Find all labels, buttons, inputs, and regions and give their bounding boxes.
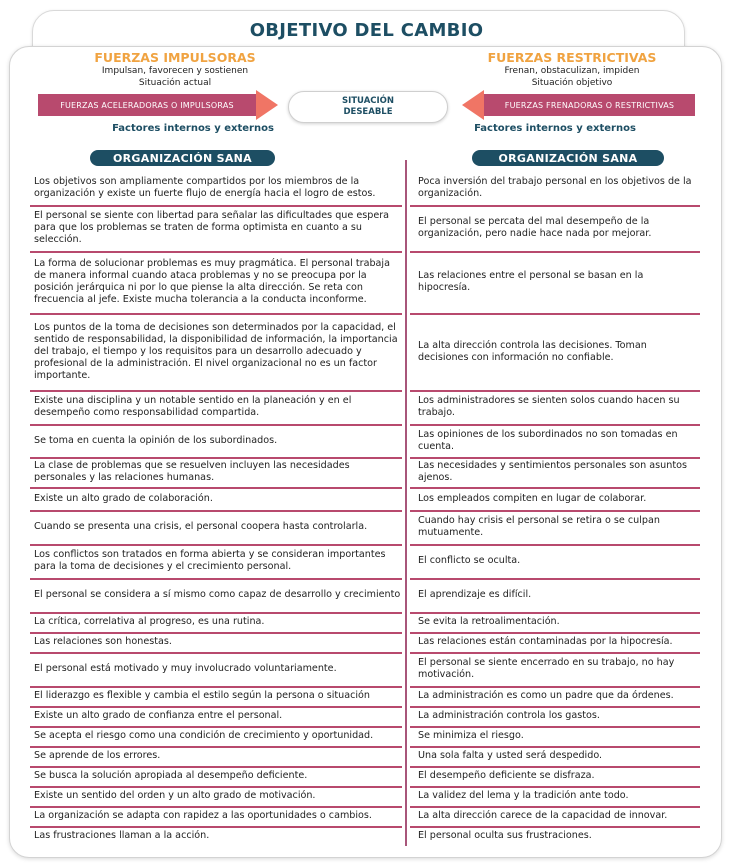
table-row-left: La clase de problemas que se resuelven incluyen las necesidades personales y las relaciones humanas. — [34, 460, 350, 483]
table-row-left: Cuando se presenta una crisis, el personal coopera hasta controlarla. — [34, 521, 368, 532]
table-row-left: Existe un alto grado de colaboración. — [34, 492, 213, 504]
table-row-left: Se acepta el riesgo como una condición de crecimiento y oportunidad. — [34, 730, 374, 741]
table-row-left: Los conflictos son tratados en forma abierta y se consideran importantes para la toma de decisiones y el crecimiento personal. — [34, 549, 386, 572]
table-row-left: Se aprende de los errores. — [34, 750, 161, 761]
table-row-left: Las frustraciones llaman a la acción. — [34, 830, 210, 841]
table-row-right: El personal oculta sus frustraciones. — [418, 830, 592, 841]
table-row-left: El personal está motivado y muy involucrado voluntariamente. — [34, 663, 337, 674]
table-row-right: Las opiniones de los subordinados no son tomadas en cuenta. — [418, 428, 678, 452]
column-divider — [405, 160, 407, 846]
left-pointing-arrow-icon — [462, 90, 484, 120]
table-row-left: Existe un sentido del orden y un alto grado de motivación. — [34, 790, 316, 801]
table-row-left: La forma de solucionar problemas es muy pragmática. El personal trabaja de manera informal cuando ataca problemas y no se preocupa por la posición jerárquica ni por lo que piense la alta dirección. Se reta con frecuencia al jefe. Existe mucha tolerancia a la conducta inconforme. — [34, 258, 390, 305]
right-factors-label: Factores internos y externos — [474, 123, 636, 134]
table-row-left: Existe una disciplina y un notable sentido en la planeación y en el desempeño como responsabilidad compartida. — [34, 395, 352, 418]
table-row-left: La crítica, correlativa al progreso, es una rutina. — [34, 616, 265, 627]
table-row-right: La administración controla los gastos. — [418, 710, 600, 721]
page-title: OBJETIVO DEL CAMBIO — [249, 20, 484, 41]
right-force-title: FUERZAS RESTRICTIVAS — [487, 50, 657, 65]
left-factors-label: Factores internos y externos — [112, 123, 274, 134]
table-row-left: Las relaciones son honestas. — [34, 636, 172, 647]
left-organization-pill: ORGANIZACIÓN SANA — [90, 150, 275, 166]
table-row-right: Poca inversión del trabajo personal en los objetivos de la organización. — [418, 175, 692, 199]
table-row-right: La administración es como un padre que da órdenes. — [418, 690, 674, 701]
table-row-left: Los puntos de la toma de decisiones son determinados por la capacidad, el sentido de responsabilidad, la disponibilidad de información, la importancia del trabajo, el tiempo y los requisitos para un desarrollo adecuado y profesional de la administración. El nivel organizacional no es un factor importante. — [34, 321, 398, 381]
table-row-left: El liderazgo es flexible y cambia el estilo según la persona o situación — [34, 690, 370, 701]
situation-line2: DESEABLE — [343, 107, 393, 117]
table-row-right: La alta dirección controla las decisiones. Toman decisiones con información no confiable. — [418, 339, 647, 363]
right-force-sub2: Situación objetivo — [531, 78, 613, 88]
table-row-left: La organización se adapta con rapidez a las oportunidades o cambios. — [34, 810, 372, 821]
table-row-left: Se toma en cuenta la opinión de los subordinados. — [34, 434, 278, 446]
table-row-right: Una sola falta y usted será despedido. — [418, 750, 603, 761]
table-row-left: El personal se considera a sí mismo como capaz de desarrollo y crecimiento — [34, 589, 401, 600]
table-row-right: El aprendizaje es difícil. — [418, 589, 532, 600]
table-row-right: Se evita la retroalimentación. — [418, 616, 560, 627]
right-pointing-arrow-icon — [256, 90, 278, 120]
table-row-right: Cuando hay crisis el personal se retira o se culpan mutuamente. — [418, 515, 660, 538]
table-row-right: Los administradores se sienten solos cuando hacen su trabajo. — [418, 395, 680, 418]
table-row-right: El conflicto se oculta. — [418, 555, 521, 566]
table-row-right: Los empleados compiten en lugar de colaborar. — [418, 492, 647, 504]
table-row-left: Existe un alto grado de confianza entre el personal. — [34, 710, 283, 721]
table-row-right: Las necesidades y sentimientos personales son asuntos ajenos. — [418, 460, 687, 483]
table-row-left: El personal se siente con libertad para señalar las dificultades que espera para que los problemas se traten de forma optimista en cuanto a su selección. — [34, 210, 390, 245]
table-row-right: El desempeño deficiente se disfraza. — [418, 770, 595, 781]
table-row-right: La alta dirección carece de la capacidad de innovar. — [418, 810, 668, 821]
situation-line1: SITUACIÓN — [341, 96, 395, 106]
right-arrow-bar: FUERZAS FRENADORAS O RESTRICTIVAS — [484, 94, 695, 116]
table-row-left: Se busca la solución apropiada al desempeño deficiente. — [34, 770, 308, 781]
left-force-sub2: Situación actual — [138, 78, 212, 88]
left-force-sub1: Impulsan, favorecen y sostienen — [101, 66, 249, 76]
right-force-sub1: Frenan, obstaculizan, impiden — [504, 66, 640, 76]
table-row-right: El personal se siente encerrado en su trabajo, no hay motivación. — [418, 657, 675, 680]
left-force-title: FUERZAS IMPULSORAS — [94, 50, 256, 65]
left-arrow-bar: FUERZAS ACELERADORAS O IMPULSORAS — [38, 94, 256, 116]
table-row-right: El personal se percata del mal desempeño de la organización, pero nadie hace nada por mejorar. — [418, 216, 652, 239]
table-row-right: La validez del lema y la tradición ante todo. — [418, 790, 629, 801]
table-row-right: Las relaciones entre el personal se basan en la hipocresía. — [418, 270, 644, 293]
right-organization-pill: ORGANIZACIÓN SANA — [472, 150, 664, 166]
table-row-right: Las relaciones están contaminadas por la hipocresía. — [418, 636, 673, 647]
table-row-left: Los objetivos son ampliamente compartidos por los miembros de la organización y existe un fuerte flujo de energía hacia el logro de estos. — [34, 175, 376, 199]
desired-situation-badge — [288, 91, 448, 123]
table-row-right: Se minimiza el riesgo. — [418, 730, 524, 741]
